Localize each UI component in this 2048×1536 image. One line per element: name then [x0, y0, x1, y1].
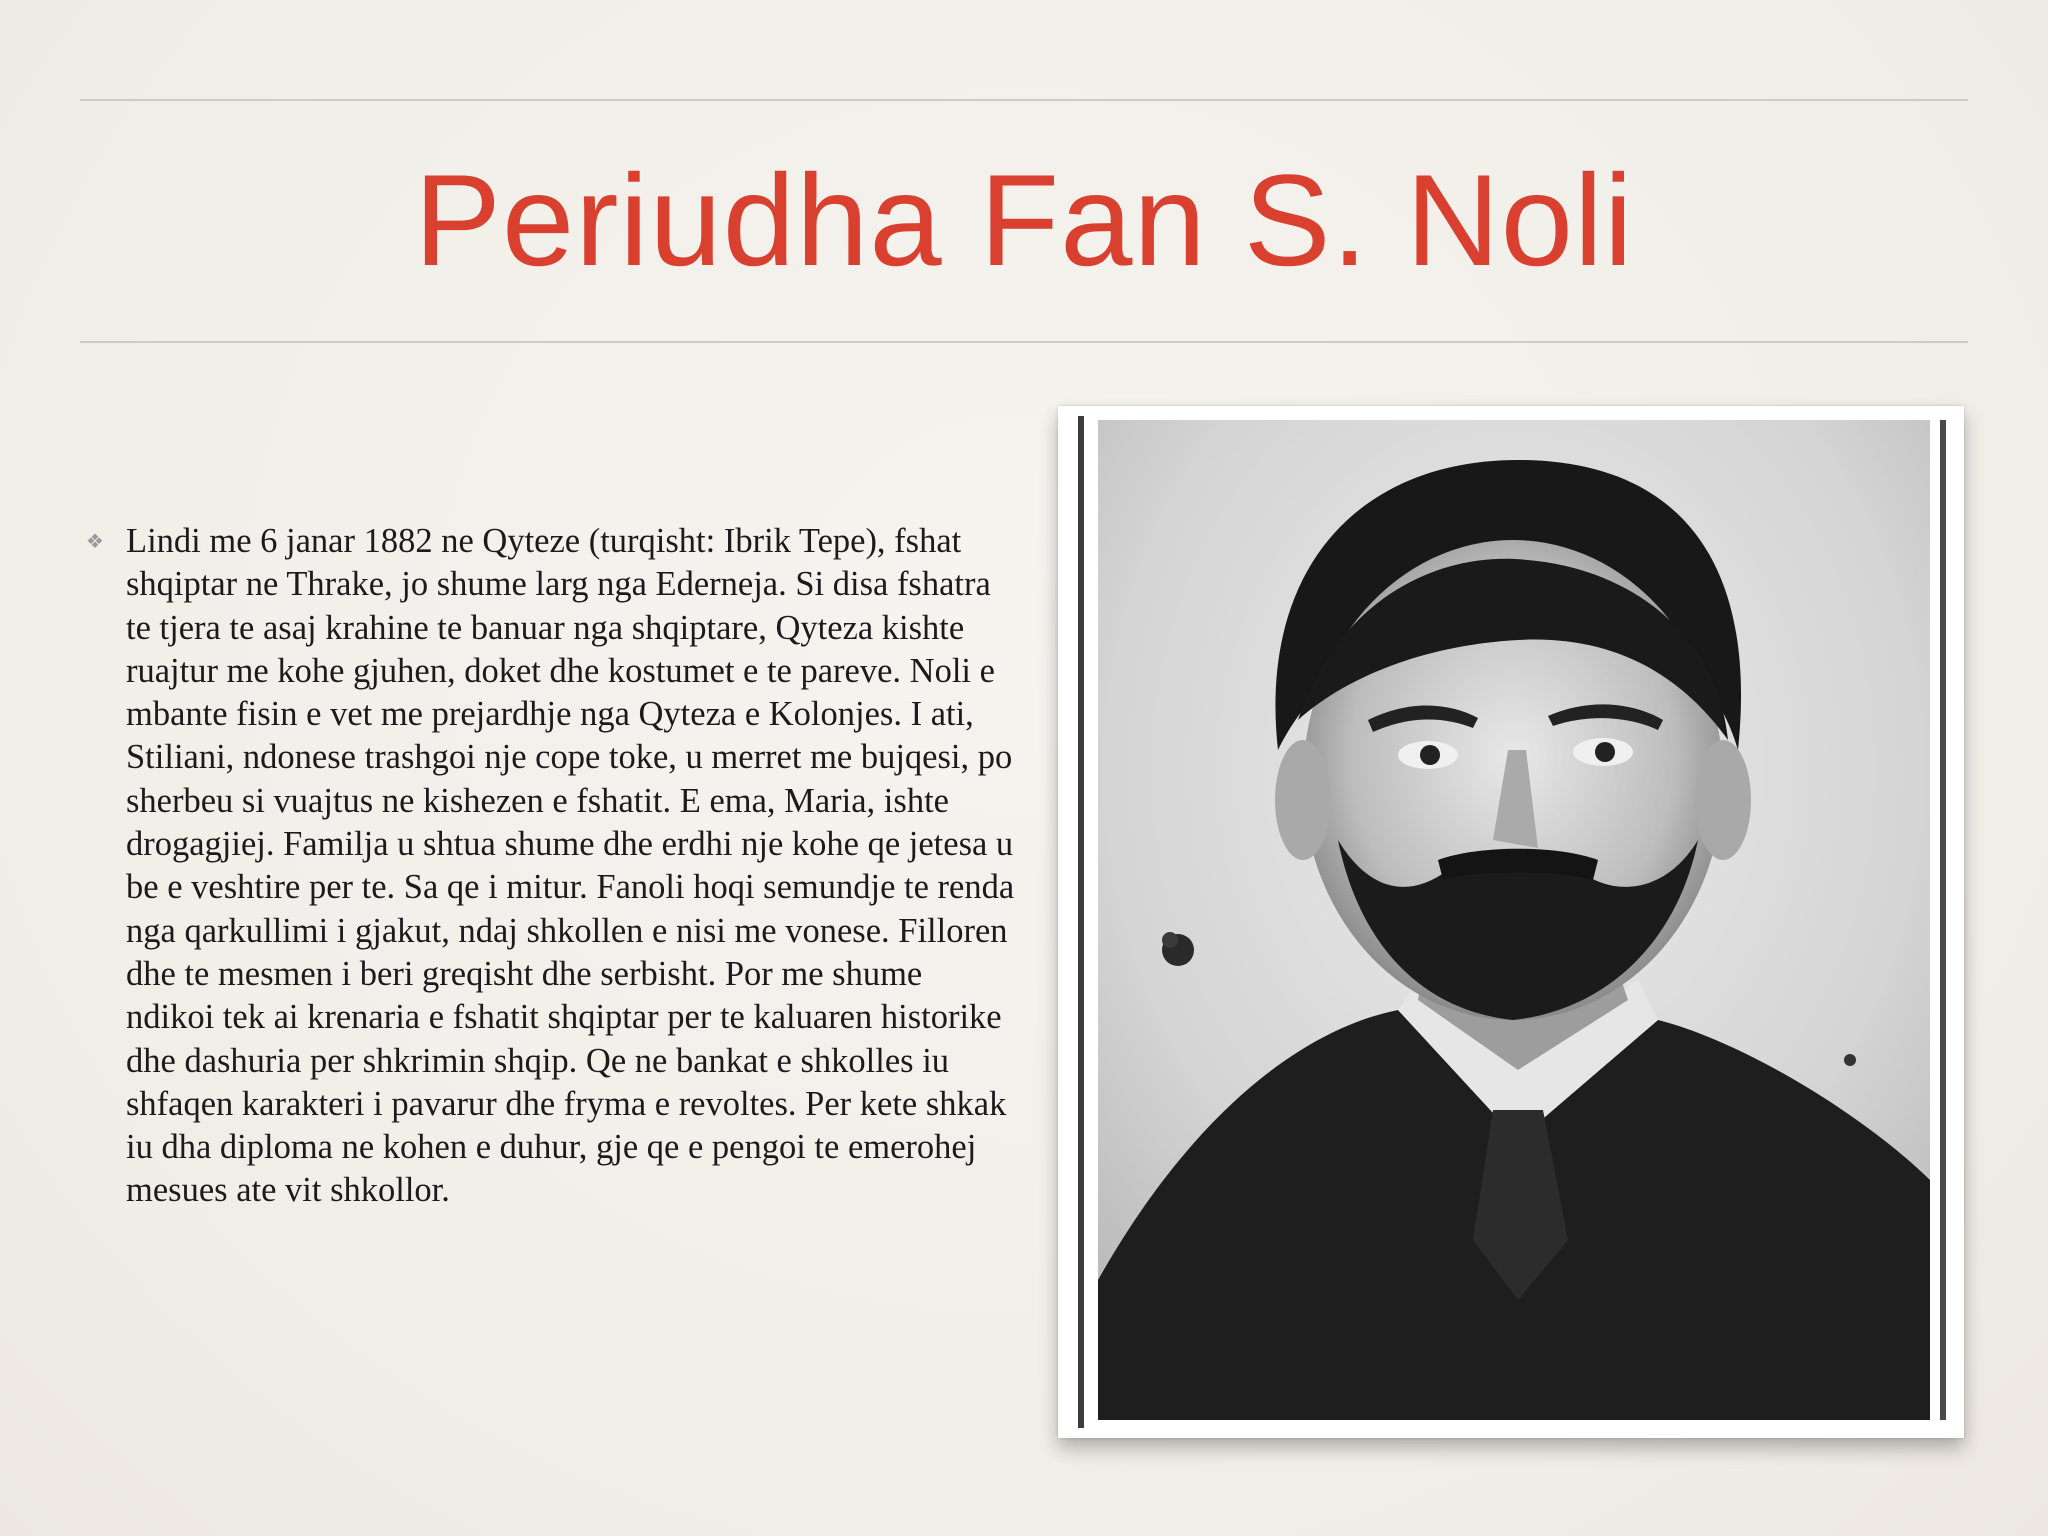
list-item [86, 520, 1016, 1213]
bullet-list [86, 520, 1016, 1213]
top-divider [80, 99, 1968, 101]
photo-edge-left [1078, 416, 1084, 1428]
diamond-bullet-icon: ❖ [86, 529, 104, 553]
portrait-photo [1058, 406, 1964, 1438]
slide-title: Periudha Fan S. Noli [414, 147, 1634, 293]
bullet-text: Lindi me 6 janar 1882 ne Qyteze (turqisht: Ibrik Tepe), fshat shqiptar ne Thrake, jo shume larg nga Ederneja. Si disa fshatra te tjera te asaj krahine te banuar nga shqiptare, Qyteza kishte ruajtur me kohe gjuhen, doket dhe kostumet e te pareve. Noli e mbante fisin e vet me prejardhje nga Qyteza e Kolonjes. I ati, Stiliani, ndonese trashgoi nje cope toke, u merret me bujqesi, po sherbeu si vuajtus ne kishezen e fshatit. E ema, Maria, ishte drogagjiej. Familja u shtua shume dhe erdhi nje kohe qe jetesa u be e veshtire per te. Sa qe i mitur. Fanoli hoqi semundje te renda nga qarkullimi i gjakut, ndaj shkollen e nisi me vonese. Filloren dhe te mesmen i beri greqisht dhe serbisht. Por me shume ndikoi tek ai krenaria e fshatit shqiptar per te kaluaren historike dhe dashuria per shkrimin shqip. Qe ne bankat e shkolles iu shfaqen karakteri i pavarur dhe fryma e revoltes. Per kete shkak iu dha diploma ne kohen e duhur, gje qe e pengoi te emerohej mesues ate vit shkollor. [126, 522, 1015, 1210]
photo-edge-right [1940, 420, 1946, 1420]
title-divider [80, 341, 1968, 343]
portrait-image [1098, 420, 1930, 1420]
